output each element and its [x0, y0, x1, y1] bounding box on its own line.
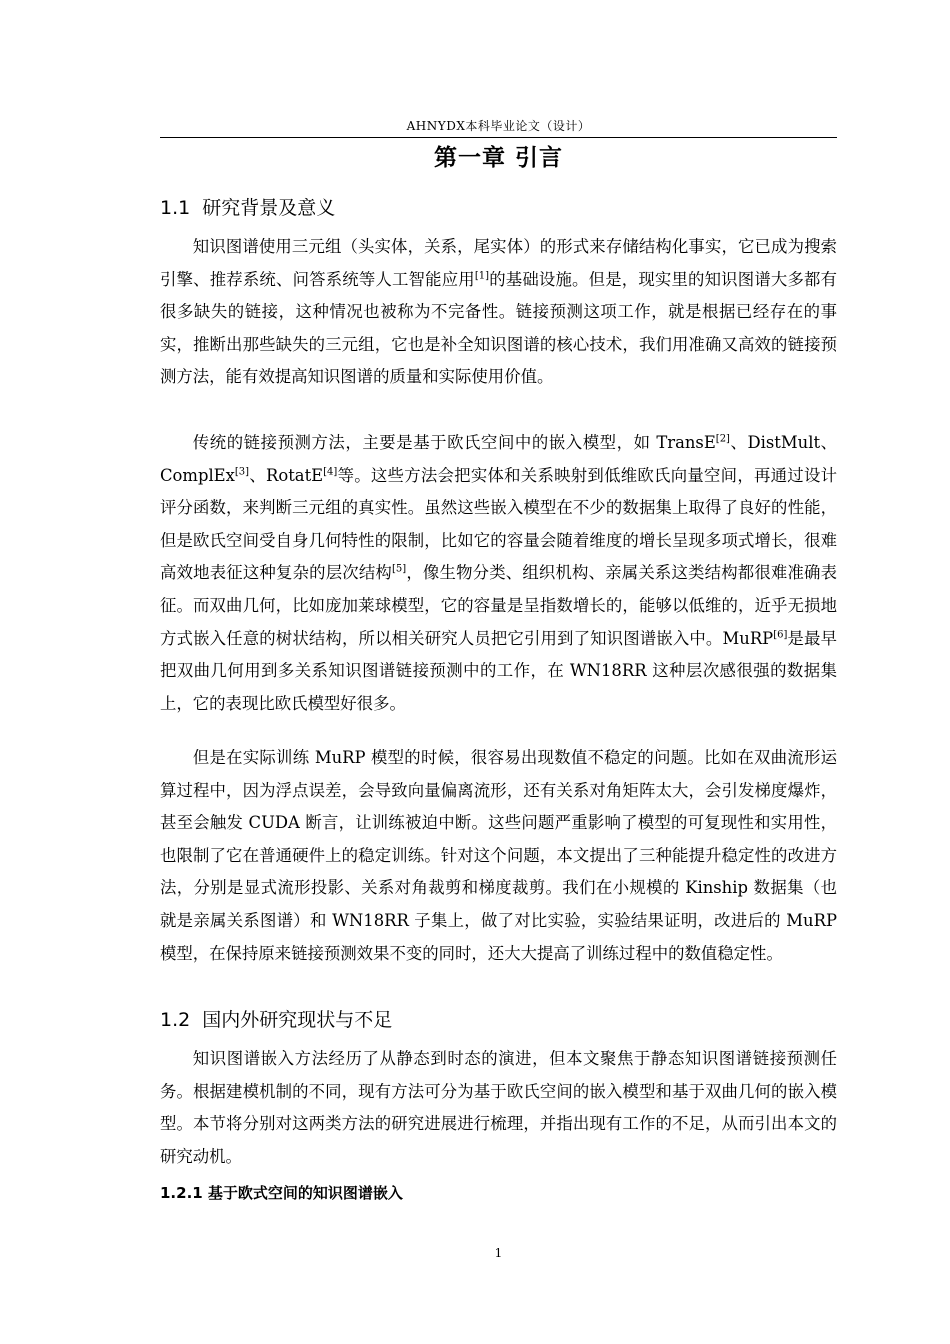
paragraph-text: ，像生物分类、组织机构、亲属关系这类结构都很难准确表征。而双曲几何，比如庞加莱球模型，它的容量是呈指数增长的，能够以低维的，近乎无损地方式嵌入任意的树状结构，所以相关研究人员把它引用到了知识图谱嵌入中。MuRP: [160, 563, 838, 648]
subsection-heading-1-2-1: 1.2.1 基于欧式空间的知识图谱嵌入: [160, 1184, 403, 1202]
paragraph-background-1: [160, 231, 837, 394]
paragraph-background-3: [160, 742, 837, 970]
page-number: 1: [494, 1246, 503, 1260]
citation: [2]: [715, 433, 730, 445]
paragraph-text: 、RotatE: [249, 465, 324, 485]
paragraph-text: 传统的链接预测方法，主要是基于欧氏空间中的嵌入模型，如 TransE: [192, 433, 716, 452]
section-title: 国内外研究现状与不足: [202, 1009, 393, 1031]
paragraph-text: 、DistMult、ComplEx: [160, 433, 837, 485]
citation: [3]: [234, 466, 250, 478]
citation: [1]: [474, 270, 490, 282]
paragraph-text: 知识图谱使用三元组（头实体，关系，尾实体）的形式来存储结构化事实，它已成为搜索引擎、推荐系统、问答系统等人工智能应用: [160, 237, 837, 289]
paragraph-text: 等。这些方法会把实体和关系映射到低维欧氏向量空间，再通过设计评分函数，来判断三元组的真实性。虽然这些嵌入模型在不少的数据集上取得了良好的性能，但是欧氏空间受自身几何特性的限制，比如它的容量会随着维度的增长呈现多项式增长，很难高效地表征这种复杂的层次结构: [160, 465, 837, 583]
paragraph-related-work: [160, 1043, 837, 1173]
section-heading-1-2: [160, 1005, 837, 1035]
header-divider: [160, 137, 837, 138]
citation: [6]: [773, 629, 788, 641]
paragraph-text: 但是在实际训练 MuRP 模型的时候，很容易出现数值不稳定的问题。比如在双曲流形运算过程中，因为浮点误差，会导致向量偏离流形，还有关系对角矩阵太大，会引发梯度爆炸，甚至会触发 CUDA 断言，让训练被迫中断。这些问题严重影响了模型的可复现性和实用性，也限制了它在普通硬件上的稳定训练。针对这个问题，本文提出了三种能提升稳定性的改进方法，分别是显式流形投影、关系对角裁剪和梯度裁剪。我们在小规模的 Kinship 数据集（也就是亲属关系图谱）和 WN18RR 子集上，做了对比实验，实验结果证明，改进后的 MuRP 模型，在保持原来链接预测效果不变的同时，还大大提高了训练过程中的数值稳定性。: [160, 748, 837, 963]
paragraph-text: 是最早把双曲几何用到多关系知识图谱链接预测中的工作，在 WN18RR 这种层次感很强的数据集上，它的表现比欧氏模型好很多。: [160, 628, 837, 713]
section-number: 1.1: [160, 197, 191, 219]
paragraph-text: 的基础设施。但是，现实里的知识图谱大多都有很多缺失的链接，这种情况也被称为不完备性。链接预测这项工作，就是根据已经存在的事实，推断出那些缺失的三元组，它也是补全知识图谱的核心技术，我们用准确又高效的链接预测方法，能有效提高知识图谱的质量和实际使用价值。: [160, 269, 837, 387]
chapter-title: 第一章 引言: [433, 145, 563, 171]
section-heading-1-1: [160, 193, 837, 223]
paragraph-text: 知识图谱嵌入方法经历了从静态到时态的演进，但本文聚焦于静态知识图谱链接预测任务。根据建模机制的不同，现有方法可分为基于欧氏空间的嵌入模型和基于双曲几何的嵌入模型。本节将分别对这两类方法的研究进展进行梳理，并指出现有工作的不足，从而引出本文的研究动机。: [160, 1049, 837, 1166]
citation: [4]: [323, 466, 338, 478]
paragraph-background-2: [160, 427, 837, 720]
section-number: 1.2: [160, 1009, 191, 1031]
citation: [5]: [392, 563, 407, 575]
section-title: 研究背景及意义: [202, 197, 336, 219]
running-header: AHNYDX本科毕业论文（设计）: [406, 119, 591, 133]
